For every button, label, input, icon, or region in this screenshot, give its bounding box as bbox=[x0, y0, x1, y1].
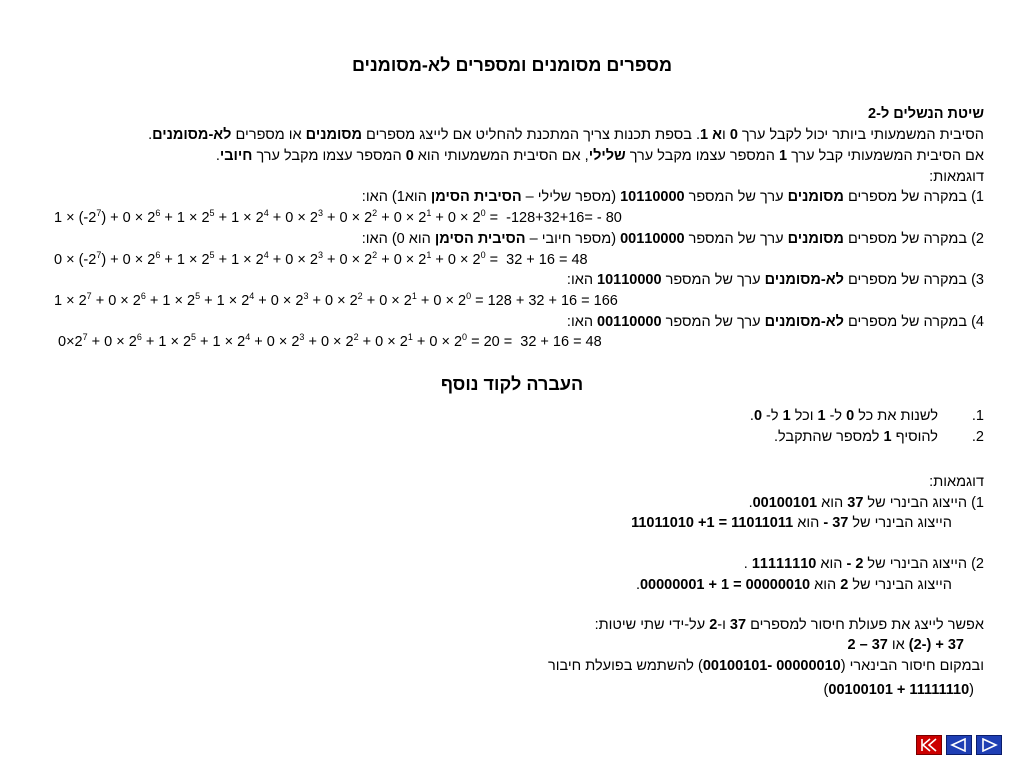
page-title: מספרים מסומנים ומספרים לא-מסומנים bbox=[351, 55, 673, 75]
first-slide-icon bbox=[919, 738, 939, 752]
example-37-binary: 1) הייצוג הבינרי של 37 הוא 00100101. bbox=[748, 495, 984, 511]
list-item-add-one: 2.להוסיף 1 למספר שהתקבל. bbox=[774, 429, 984, 445]
note-addition: (00100101 + 11111110) bbox=[823, 682, 974, 698]
paragraph-msb: הסיבית המשמעותי ביותר יכול לקבל ערך 0 וא 1. בספת תכנות צריך המתכנת להחליט אם לייצג מספרים מסומנים או מספרים לא-מסומנים. bbox=[148, 127, 984, 143]
previous-slide-icon bbox=[949, 738, 969, 752]
example-minus-37-binary: הייצוג הבינרי של 37 - הוא 11011010 +1 = 11011011 bbox=[631, 515, 952, 531]
example-minus-2-binary: 2) הייצוג הבינרי של 2 - הוא 11111110 . bbox=[743, 556, 984, 572]
example-4-text: 4) במקרה של מספרים לא-מסומנים ערך של המספר 00110000 האו: bbox=[566, 314, 984, 330]
note-subtraction: אפשר לייצג את פעולת חיסור למספרים 37 ו-2 על-ידי שתי שיטות: bbox=[594, 617, 984, 633]
previous-slide-button[interactable] bbox=[946, 735, 972, 755]
paragraph-sign: אם הסיבית המשמעותי קבל ערך 1 המספר עצמו מקבל ערך שלילי, אם הסיבית המשמעותי הוא 0 המספר עצמו מקבל ערך חיובי. bbox=[215, 148, 984, 164]
first-slide-button[interactable] bbox=[916, 735, 942, 755]
note-methods: (2-) + 37 או 2 – 37 bbox=[847, 637, 964, 653]
example-2-binary: הייצוג הבינרי של 2 הוא 00000001 + 1 = 00000010. bbox=[635, 577, 952, 593]
example-2-formula: $0 \times (-2^7) + 0 \times 2^6 + 1 \times 2^5 + 1 \times 2^4 + 0 \times 2^3 + 0 \times 2^2 + 0 \times 2^1 + 0 \times 2^0 = 32 + 16 = 48$ bbox=[54, 250, 588, 268]
section-heading-twos-complement: שיטת הנשלים ל-2 bbox=[868, 106, 984, 122]
example-1-formula: $1 \times (-2^7) + 0 \times 2^6 + 1 \times 2^5 + 1 \times 2^4 + 0 \times 2^3 + 0 \times 2^2 + 0 \times 2^1 + 0 \times 2^0 = -128+32+16= - 80$ bbox=[54, 208, 622, 226]
slide-navigation bbox=[916, 735, 1002, 755]
example-3-text: 3) במקרה של מספרים לא-מסומנים ערך של המספר 10110000 האו: bbox=[566, 272, 984, 288]
example-2-text: 2) במקרה של מספרים מסומנים ערך של המספר 00110000 (מספר חיובי – הסיבית הסימן הוא 0) האו: bbox=[361, 231, 984, 247]
section-title-conversion: העברה לקוד נוסף bbox=[440, 374, 584, 394]
examples-label-2: דוגמאות: bbox=[929, 474, 984, 490]
example-4-formula: $0\times 2^7 + 0 \times 2^6 + 1 \times 2^5 + 1 \times 2^4 + 0 \times 2^3 + 0 \times 2^2 + 0 \times 2^1 + 0 \times 2^0 = 20 = 32 + 16 = 48$ bbox=[58, 332, 602, 350]
next-slide-icon bbox=[979, 738, 999, 752]
list-item-invert: 1.לשנות את כל 0 ל- 1 וכל 1 ל- 0. bbox=[749, 408, 984, 424]
example-3-formula: $1 \times 2^7 + 0 \times 2^6 + 1 \times 2^5 + 1 \times 2^4 + 0 \times 2^3 + 0 \times 2^2 + 0 \times 2^1 + 0 \times 2^0 = 128 + 32 + 16 = 166$ bbox=[54, 291, 618, 309]
next-slide-button[interactable] bbox=[976, 735, 1002, 755]
note-instead: ובמקום חיסור הבינארי (00100101- 00000010) להשתמש בפועלת חיבור bbox=[548, 658, 984, 674]
example-1-text: 1) במקרה של מספרים מסומנים ערך של המספר 10110000 (מספר שלילי – הסיבית הסימן הוא1) האו: bbox=[361, 189, 984, 205]
examples-label: דוגמאות: bbox=[929, 169, 984, 185]
